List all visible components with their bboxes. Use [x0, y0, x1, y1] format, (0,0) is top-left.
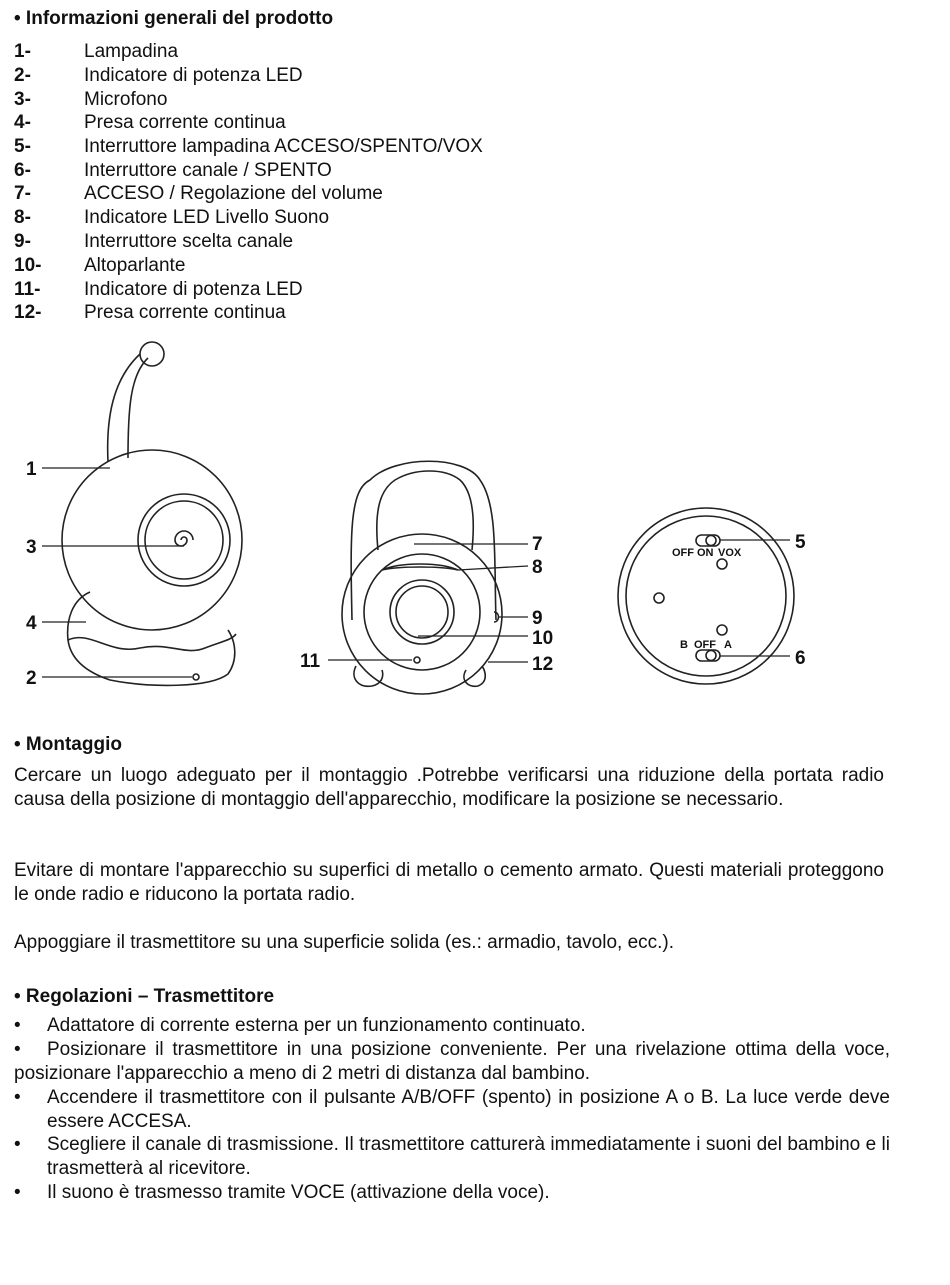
foot-left	[354, 666, 383, 686]
base-wave	[68, 634, 236, 651]
bullet-icon: •	[14, 1087, 21, 1108]
paragraph: Appoggiare il trasmettitore su una superficie solida (es.: armadio, tavolo, ecc.).	[14, 932, 675, 953]
part-label: Microfono	[84, 89, 168, 110]
part-number: 9-	[14, 231, 31, 252]
callout-label: 10	[532, 628, 554, 649]
callout-label: 11	[300, 651, 321, 672]
microphone-icon	[175, 531, 193, 546]
base-unit	[618, 508, 794, 684]
switch-label-off: OFF	[672, 547, 694, 559]
part-number: 11-	[14, 279, 41, 300]
part-label: Interruttore canale / SPENTO	[84, 160, 332, 181]
switch-label-on: ON	[697, 547, 714, 559]
speaker-icon	[396, 586, 448, 638]
switch-knob	[706, 536, 716, 546]
bullet-item	[14, 1038, 890, 1086]
bullet-text: Il suono è trasmesso tramite VOCE (attivazione della voce).	[47, 1182, 550, 1203]
part-number: 6-	[14, 160, 31, 181]
bullet-text: Scegliere il canale di trasmissione. Il trasmettitore catturerà immediatamente i suoni del bambino e li trasmetterà al ricevitore.	[47, 1134, 890, 1179]
product-diagram	[0, 330, 950, 710]
antenna-ball-icon	[140, 342, 164, 366]
callout-label: 9	[532, 608, 543, 629]
receiver-unit	[342, 461, 502, 694]
antenna	[108, 354, 148, 462]
callout-label: 7	[532, 534, 543, 555]
part-label: Lampadina	[84, 41, 179, 62]
part-label: Interruttore scelta canale	[84, 231, 294, 252]
switch-label-off: OFF	[694, 639, 716, 651]
led-indicator-icon	[193, 674, 199, 680]
camera-base	[68, 592, 235, 685]
part-number: 1-	[14, 41, 31, 62]
hole-icon	[717, 625, 727, 635]
hole-icon	[654, 593, 664, 603]
callout-label: 3	[26, 537, 37, 558]
camera-unit	[62, 342, 242, 685]
paragraph: Evitare di montare l'apparecchio su superfici di metallo o cemento armato. Questi materiali proteggono le onde radio e riducono la portata radio.	[14, 860, 884, 905]
part-number: 12-	[14, 302, 42, 323]
part-label: Interruttore lampadina ACCESO/SPENTO/VOX	[84, 136, 483, 157]
callout-label: 8	[532, 557, 543, 578]
callout-label: 12	[532, 654, 554, 675]
section-title-settings: • Regolazioni – Trasmettitore	[14, 986, 275, 1007]
lens-inner	[145, 501, 223, 579]
part-number: 3-	[14, 89, 31, 110]
section-title-general: • Informazioni generali del prodotto	[14, 8, 334, 29]
part-label: Indicatore di potenza LED	[84, 279, 303, 300]
switch-knob	[706, 651, 716, 661]
part-label: Altoparlante	[84, 255, 186, 276]
bullet-text: Accendere il trasmettitore con il pulsante A/B/OFF (spento) in posizione A o B. La luce verde deve essere ACCESA.	[47, 1087, 890, 1132]
bullet-item	[14, 1133, 890, 1181]
switch-label-vox: VOX	[718, 547, 742, 559]
bullet-item	[14, 1181, 890, 1205]
part-number: 10-	[14, 255, 42, 276]
lens-outer	[138, 494, 230, 586]
part-number: 2-	[14, 65, 31, 86]
part-number: 4-	[14, 112, 31, 133]
speaker-ring	[390, 580, 454, 644]
part-number: 5-	[14, 136, 31, 157]
part-label: Presa corrente continua	[84, 302, 286, 323]
switch-label-a: A	[724, 639, 732, 651]
callout-lines	[42, 468, 790, 677]
callout-label: 6	[795, 648, 806, 669]
handle	[351, 461, 496, 620]
hole-icon	[717, 559, 727, 569]
bullet-item	[14, 1086, 890, 1134]
bullet-icon: •	[14, 1134, 21, 1155]
part-label: ACCESO / Regolazione del volume	[84, 183, 383, 204]
bullet-text: Adattatore di corrente esterna per un funzionamento continuato.	[47, 1015, 586, 1036]
foot-right	[464, 666, 485, 686]
handle-inner	[377, 471, 474, 550]
callout-label: 5	[795, 532, 806, 553]
callout-label: 1	[26, 459, 37, 480]
switch-label-b: B	[680, 639, 688, 651]
part-label: Presa corrente continua	[84, 112, 286, 133]
bullet-icon: •	[14, 1039, 21, 1060]
part-label: Indicatore LED Livello Suono	[84, 207, 330, 228]
speaker-outer	[364, 554, 480, 670]
camera-sphere	[62, 450, 242, 630]
callout-label: 2	[26, 668, 37, 689]
bullet-icon: •	[14, 1182, 21, 1203]
led-indicator-icon	[414, 657, 420, 663]
callout-label: 4	[26, 613, 37, 634]
bullet-text: Posizionare il trasmettitore in una posizione conveniente. Per una rivelazione ottima della voce, posizionare l'apparecchio a meno di 2 metri di distanza dal bambino.	[14, 1039, 890, 1084]
paragraph: Cercare un luogo adeguato per il montaggio .Potrebbe verificarsi una riduzione della portata radio causa della posizione di montaggio dell'apparecchio, modificare la posizione se necessario.	[14, 765, 884, 810]
part-label: Indicatore di potenza LED	[84, 65, 303, 86]
bullet-icon: •	[14, 1015, 21, 1036]
section-title-mounting: • Montaggio	[14, 734, 122, 755]
sound-level-led-icon	[382, 564, 458, 570]
part-number: 8-	[14, 207, 31, 228]
bullet-item	[14, 1014, 890, 1038]
part-number: 7-	[14, 183, 31, 204]
